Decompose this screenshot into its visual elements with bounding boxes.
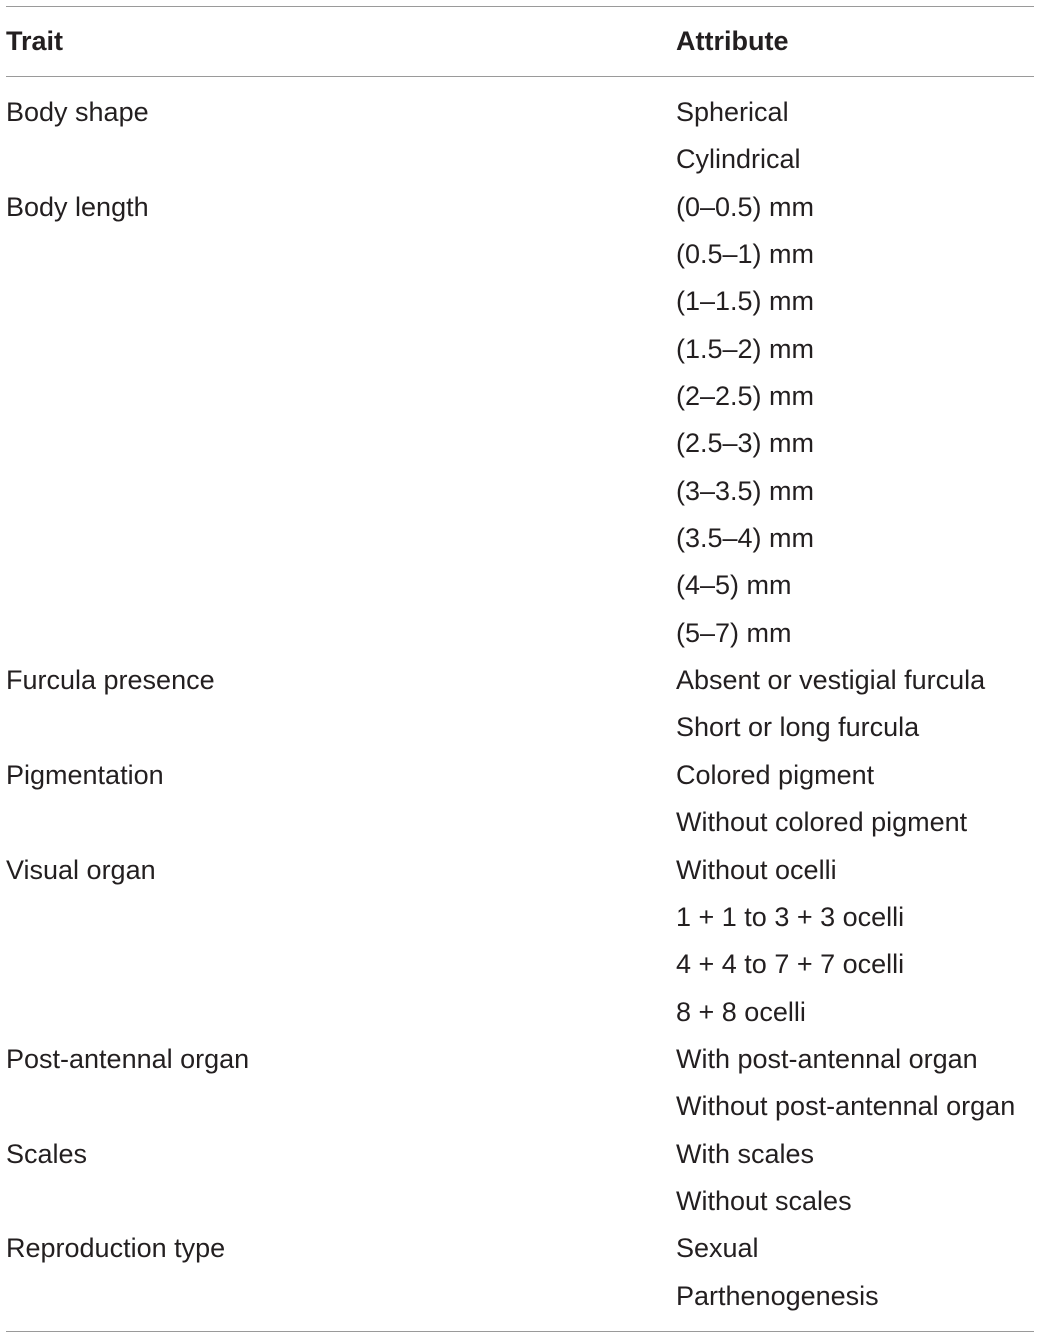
trait-cell: Furcula presence [6,665,215,696]
trait-cell: Body length [6,191,149,222]
attribute-cell: Cylindrical [676,144,801,175]
table-row [6,847,1034,894]
table-row [6,1083,1034,1130]
table-row [6,1178,1034,1225]
attribute-cell: (2–2.5) mm [676,381,815,412]
trait-cell: Visual organ [6,854,156,885]
trait-cell: Body shape [6,97,149,127]
attribute-cell: (0.5–1) mm [676,239,815,270]
attribute-cell: (5–7) mm [676,617,792,648]
attribute-cell: (1–1.5) mm [676,286,815,317]
table-header [6,6,1034,76]
attribute-cell: (0–0.5) mm [676,191,815,222]
table-row [6,1273,1034,1320]
attribute-cell: Absent or vestigial furcula [676,665,986,696]
table-body [6,89,1034,1320]
table-row [6,610,1034,657]
table-row [6,231,1034,278]
table-row [6,1225,1034,1272]
attribute-cell: With scales [676,1138,815,1169]
table-row [6,326,1034,373]
attribute-cell: (4–5) mm [676,570,792,601]
attribute-cell: Short or long furcula [676,712,920,743]
table-row [6,136,1034,183]
table-row [6,468,1034,515]
table-bottom-rule [6,1331,1034,1332]
attribute-cell: Colored pigment [676,759,875,790]
table-row [6,799,1034,846]
table-row [6,420,1034,467]
table-row [6,657,1034,704]
trait-cell: Scales [6,1138,88,1169]
trait-cell: Post-antennal organ [6,1043,250,1074]
header-trait: Trait [6,26,64,56]
table-row [6,894,1034,941]
attribute-cell: With post-antennal organ [676,1043,978,1074]
table-row [6,278,1034,325]
attribute-cell: (1.5–2) mm [676,333,815,364]
table-row [6,989,1034,1036]
attribute-cell: Spherical [676,97,789,127]
trait-cell: Pigmentation [6,759,164,790]
table-row [6,89,1034,136]
table-row [6,752,1034,799]
attribute-cell: Parthenogenesis [676,1280,879,1311]
table-row [6,515,1034,562]
table-row [6,1036,1034,1083]
attribute-cell: 1 + 1 to 3 + 3 ocelli [676,901,905,932]
header-attribute: Attribute [676,26,789,56]
table-row [6,373,1034,420]
table-row [6,184,1034,231]
attribute-cell: 8 + 8 ocelli [676,996,806,1027]
trait-cell: Reproduction type [6,1233,226,1264]
table-row [6,704,1034,751]
attribute-cell: (2.5–3) mm [676,428,815,459]
table-row [6,562,1034,609]
table-row [6,941,1034,988]
table-header-rule [6,76,1034,77]
table-row [6,1131,1034,1178]
attribute-cell: (3–3.5) mm [676,475,815,506]
attribute-cell: 4 + 4 to 7 + 7 ocelli [676,949,905,980]
attribute-cell: Without colored pigment [676,807,968,838]
attribute-cell: Without scales [676,1185,852,1216]
attribute-cell: (3.5–4) mm [676,523,815,554]
attribute-cell: Without ocelli [676,854,837,885]
attribute-cell: Sexual [676,1233,759,1264]
attribute-cell: Without post-antennal organ [676,1091,1016,1122]
